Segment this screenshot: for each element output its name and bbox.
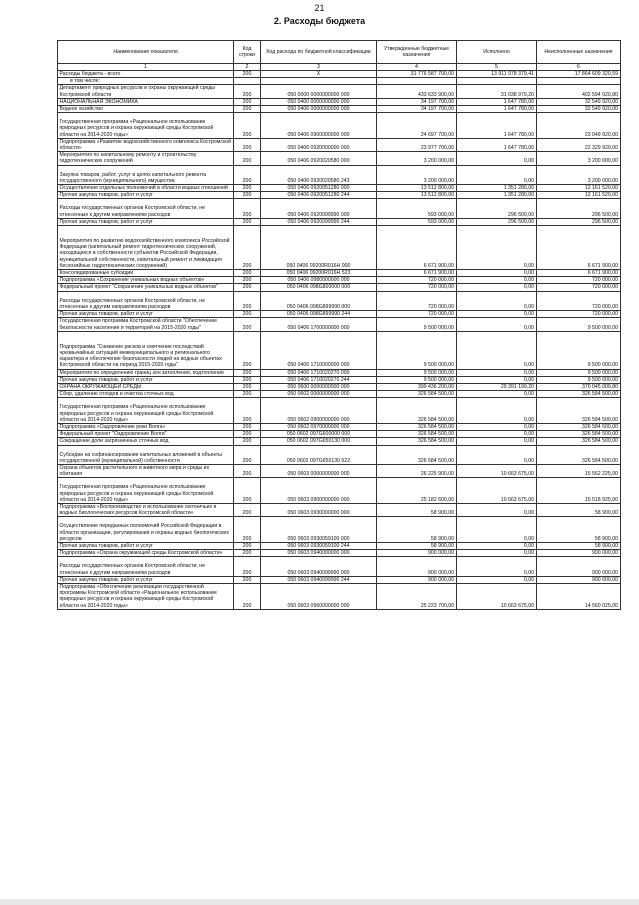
table-row bbox=[58, 550, 621, 557]
table-row bbox=[58, 71, 621, 78]
cell-approved: 23 977 700,00 bbox=[377, 138, 457, 151]
column-number: 2 bbox=[234, 64, 261, 71]
table-row bbox=[58, 85, 621, 98]
cell-name: Осуществление отдельных полномочий в области водных отношений bbox=[58, 185, 234, 192]
cell-budget-code: 050 0602 097G650130 522 bbox=[261, 445, 377, 464]
cell-unexecuted: 900 000,00 bbox=[537, 576, 621, 583]
cell-line-code: 200 bbox=[234, 438, 261, 445]
cell-name: Федеральный проект "Оздоровление Волги" bbox=[58, 431, 234, 438]
cell-line-code: 200 bbox=[234, 165, 261, 184]
cell-name: Подпрограмма «Охрана окружающей среды Костромской области» bbox=[58, 550, 234, 557]
cell-budget-code: 050 0406 0980000000 000 bbox=[261, 277, 377, 284]
table-row bbox=[58, 226, 621, 270]
cell-name: Государственная программа Костромской области "Обеспечение безопасности населения и территорий на 2015-2020 годы" bbox=[58, 318, 234, 331]
cell-executed: 0,00 bbox=[457, 391, 537, 398]
cell-budget-code: X bbox=[261, 71, 377, 78]
cell-name: Государственная программа «Рациональное использование природных ресурсов и охрана окружающей среды Костромской области на 2014-2020 годы» bbox=[58, 398, 234, 424]
cell-line-code: 200 bbox=[234, 398, 261, 424]
cell-executed: 296 500,00 bbox=[457, 218, 537, 225]
column-number-row bbox=[58, 64, 621, 71]
cell-name: Прочая закупка товаров, работ и услуг bbox=[58, 576, 234, 583]
cell-budget-code: 050 0603 0930000000 000 bbox=[261, 503, 377, 516]
cell-approved: 326 584 500,00 bbox=[377, 423, 457, 430]
cell-executed: 1 351 280,00 bbox=[457, 192, 537, 199]
cell-name: Государственная программа «Рациональное использование природных ресурсов и охрана окружающей среды Костромской области на 2014-2020 годы» bbox=[58, 478, 234, 504]
cell-approved: 433 633 900,00 bbox=[377, 85, 457, 98]
table-row bbox=[58, 464, 621, 477]
table-row bbox=[58, 369, 621, 376]
cell-approved: 593 000,00 bbox=[377, 218, 457, 225]
cell-budget-code: 050 0603 0940099990 000 bbox=[261, 557, 377, 576]
cell-unexecuted bbox=[537, 78, 621, 85]
column-number: 3 bbox=[261, 64, 377, 71]
cell-unexecuted: 9 500 000,00 bbox=[537, 369, 621, 376]
cell-budget-code: 050 0406 1700000000 000 bbox=[261, 318, 377, 331]
cell-unexecuted: 720 000,00 bbox=[537, 291, 621, 310]
cell-budget-code: 050 0406 09200R016H 523 bbox=[261, 270, 377, 277]
table-row bbox=[58, 557, 621, 576]
cell-name: Закупка товаров, работ, услуг в целях капитального ремонта государственного (муниципального) имущества bbox=[58, 165, 234, 184]
cell-budget-code: 050 0406 0920051280 244 bbox=[261, 192, 377, 199]
cell-name: Прочая закупка товаров, работ и услуг bbox=[58, 542, 234, 549]
cell-approved: 58 900,00 bbox=[377, 517, 457, 543]
table-row bbox=[58, 98, 621, 105]
cell-executed: 0,00 bbox=[457, 270, 537, 277]
cell-name: Водное хозяйство bbox=[58, 106, 234, 113]
cell-budget-code: 050 0406 0920020580 243 bbox=[261, 165, 377, 184]
cell-name: Расходы государственных органов Костромской области, не отнесенные к другим направлениям расходов bbox=[58, 291, 234, 310]
table-header-row bbox=[58, 41, 621, 64]
cell-line-code: 200 bbox=[234, 277, 261, 284]
cell-unexecuted: 12 161 520,00 bbox=[537, 192, 621, 199]
cell-line-code: 200 bbox=[234, 557, 261, 576]
cell-name: Прочая закупка товаров, работ и услуг bbox=[58, 218, 234, 225]
cell-budget-code: 050 0603 0940000000 000 bbox=[261, 550, 377, 557]
cell-line-code: 200 bbox=[234, 576, 261, 583]
cell-approved: 399 436 200,00 bbox=[377, 383, 457, 390]
cell-unexecuted: 326 584 500,00 bbox=[537, 431, 621, 438]
cell-executed: 0,00 bbox=[457, 331, 537, 369]
cell-approved: 720 000,00 bbox=[377, 291, 457, 310]
cell-unexecuted: 32 549 920,00 bbox=[537, 98, 621, 105]
cell-unexecuted: 720 000,00 bbox=[537, 284, 621, 291]
cell-name: Подпрограмма «Сохранение уникальных водных объектов» bbox=[58, 277, 234, 284]
cell-line-code: 200 bbox=[234, 199, 261, 218]
cell-approved: 31 776 587 700,00 bbox=[377, 71, 457, 78]
header-unexecuted: Неисполненные назначения bbox=[537, 41, 621, 64]
cell-line-code: 200 bbox=[234, 152, 261, 165]
cell-budget-code: 050 0400 0000000000 000 bbox=[261, 98, 377, 105]
expenses-table bbox=[57, 40, 621, 610]
cell-executed: 0,00 bbox=[457, 284, 537, 291]
cell-executed: 0,00 bbox=[457, 438, 537, 445]
cell-approved: 9 500 000,00 bbox=[377, 331, 457, 369]
cell-name: НАЦИОНАЛЬНАЯ ЭКОНОМИКА bbox=[58, 98, 234, 105]
cell-executed: 13 911 978 379,41 bbox=[457, 71, 537, 78]
table-row bbox=[58, 517, 621, 543]
table-row bbox=[58, 152, 621, 165]
cell-line-code: 200 bbox=[234, 503, 261, 516]
table-row bbox=[58, 284, 621, 291]
cell-approved: 13 512 800,00 bbox=[377, 192, 457, 199]
cell-executed: 0,00 bbox=[457, 311, 537, 318]
cell-approved: 6 671 900,00 bbox=[377, 270, 457, 277]
cell-name: Сбор, удаление отходов и очистка сточных вод bbox=[58, 391, 234, 398]
cell-approved: 9 500 000,00 bbox=[377, 376, 457, 383]
cell-name: Мероприятия по развитию водохозяйственного комплекса Российской Федерации (капитальный ремонт гидротехнических сооружений, находящихся в собственности субъектов Российской Федерации, муниципальной собственности, капитальный ремонт и ликвидация бесхозяйных гидротехнических сооружений) bbox=[58, 226, 234, 270]
cell-line-code: 200 bbox=[234, 517, 261, 543]
cell-unexecuted: 3 200 000,00 bbox=[537, 165, 621, 184]
cell-name: Подпрограмма «Оздоровление реки Волга» bbox=[58, 423, 234, 430]
cell-executed bbox=[457, 78, 537, 85]
cell-line-code: 200 bbox=[234, 192, 261, 199]
table-row bbox=[58, 383, 621, 390]
table-row bbox=[58, 331, 621, 369]
cell-name: Мероприятия по определению границ зон затопления, подтопления bbox=[58, 369, 234, 376]
cell-budget-code: 050 0603 0940099990 244 bbox=[261, 576, 377, 583]
table-row bbox=[58, 438, 621, 445]
cell-executed: 0,00 bbox=[457, 445, 537, 464]
table-row bbox=[58, 165, 621, 184]
cell-line-code: 200 bbox=[234, 383, 261, 390]
cell-line-code: 200 bbox=[234, 311, 261, 318]
cell-approved: 326 584 500,00 bbox=[377, 391, 457, 398]
table-row bbox=[58, 318, 621, 331]
table-row bbox=[58, 503, 621, 516]
cell-approved: 326 584 500,00 bbox=[377, 398, 457, 424]
cell-approved: 720 000,00 bbox=[377, 284, 457, 291]
cell-executed: 1 647 780,00 bbox=[457, 113, 537, 139]
cell-budget-code: 050 0600 0000000000 000 bbox=[261, 383, 377, 390]
cell-budget-code: 050 0603 0000000000 000 bbox=[261, 464, 377, 477]
table-row bbox=[58, 431, 621, 438]
table-row bbox=[58, 185, 621, 192]
cell-name: Федеральный проект "Сохранение уникальных водных объектов" bbox=[58, 284, 234, 291]
cell-executed: 0,00 bbox=[457, 318, 537, 331]
cell-executed: 10 663 675,00 bbox=[457, 464, 537, 477]
cell-line-code: 200 bbox=[234, 550, 261, 557]
cell-unexecuted: 370 045 000,80 bbox=[537, 383, 621, 390]
cell-approved: 900 000,00 bbox=[377, 576, 457, 583]
cell-unexecuted: 720 000,00 bbox=[537, 277, 621, 284]
cell-line-code: 200 bbox=[234, 542, 261, 549]
header-executed: Исполнено bbox=[457, 41, 537, 64]
cell-approved: 720 000,00 bbox=[377, 311, 457, 318]
cell-approved: 34 197 700,00 bbox=[377, 106, 457, 113]
cell-unexecuted: 9 500 000,00 bbox=[537, 318, 621, 331]
cell-budget-code: 050 0406 1710020270 000 bbox=[261, 369, 377, 376]
cell-line-code: 200 bbox=[234, 445, 261, 464]
cell-line-code: 200 bbox=[234, 464, 261, 477]
cell-line-code: 200 bbox=[234, 106, 261, 113]
cell-unexecuted: 9 500 000,00 bbox=[537, 376, 621, 383]
cell-executed: 0,00 bbox=[457, 165, 537, 184]
cell-approved: 25 223 700,00 bbox=[377, 584, 457, 610]
cell-budget-code: 050 0406 0920020580 000 bbox=[261, 152, 377, 165]
table-row bbox=[58, 78, 621, 85]
header-name: Наименование показателя bbox=[58, 41, 234, 64]
column-number: 4 bbox=[377, 64, 457, 71]
cell-line-code: 200 bbox=[234, 270, 261, 277]
cell-unexecuted: 900 000,00 bbox=[537, 557, 621, 576]
cell-executed: 0,00 bbox=[457, 291, 537, 310]
cell-budget-code: 050 0406 0920000000 000 bbox=[261, 138, 377, 151]
cell-budget-code: 050 0603 0960000000 000 bbox=[261, 584, 377, 610]
cell-approved: 6 671 900,00 bbox=[377, 226, 457, 270]
cell-executed: 29 391 199,20 bbox=[457, 383, 537, 390]
cell-unexecuted: 23 049 920,00 bbox=[537, 113, 621, 139]
cell-budget-code: 050 0406 098G800000 000 bbox=[261, 284, 377, 291]
cell-unexecuted: 9 500 000,00 bbox=[537, 331, 621, 369]
cell-approved: 9 500 000,00 bbox=[377, 318, 457, 331]
cell-executed: 0,00 bbox=[457, 431, 537, 438]
cell-budget-code: 050 0602 097G600000 000 bbox=[261, 431, 377, 438]
cell-budget-code: 050 0406 0920099990 000 bbox=[261, 199, 377, 218]
table-row bbox=[58, 113, 621, 139]
cell-budget-code: 050 0603 0900000000 000 bbox=[261, 478, 377, 504]
scan-edge bbox=[0, 899, 639, 905]
column-number: 1 bbox=[58, 64, 234, 71]
cell-line-code: 200 bbox=[234, 369, 261, 376]
cell-budget-code bbox=[261, 78, 377, 85]
cell-name: Прочая закупка товаров, работ и услуг bbox=[58, 311, 234, 318]
cell-unexecuted: 326 584 500,00 bbox=[537, 438, 621, 445]
cell-executed: 296 500,00 bbox=[457, 199, 537, 218]
table-row bbox=[58, 270, 621, 277]
cell-line-code: 200 bbox=[234, 331, 261, 369]
cell-executed: 1 647 780,00 bbox=[457, 106, 537, 113]
cell-unexecuted: 296 500,00 bbox=[537, 218, 621, 225]
cell-line-code: 200 bbox=[234, 431, 261, 438]
cell-executed: 31 038 979,20 bbox=[457, 85, 537, 98]
cell-unexecuted: 326 584 500,00 bbox=[537, 445, 621, 464]
cell-executed: 0,00 bbox=[457, 152, 537, 165]
table-row bbox=[58, 445, 621, 464]
header-budget-code: Код расхода по бюджетной классификации bbox=[261, 41, 377, 64]
cell-line-code: 200 bbox=[234, 185, 261, 192]
cell-executed: 0,00 bbox=[457, 576, 537, 583]
cell-executed: 0,00 bbox=[457, 503, 537, 516]
table-row bbox=[58, 199, 621, 218]
cell-name: Охрана объектов растительного и животного мира и среды их обитания bbox=[58, 464, 234, 477]
cell-line-code: 200 bbox=[234, 584, 261, 610]
table-row bbox=[58, 542, 621, 549]
cell-approved: 3 200 000,00 bbox=[377, 152, 457, 165]
cell-executed: 0,00 bbox=[457, 376, 537, 383]
cell-unexecuted: 402 594 920,80 bbox=[537, 85, 621, 98]
cell-unexecuted: 58 900,00 bbox=[537, 542, 621, 549]
cell-approved: 58 900,00 bbox=[377, 542, 457, 549]
cell-approved: 3 200 000,00 bbox=[377, 165, 457, 184]
cell-name: Государственная программа «Рациональное использование природных ресурсов и охрана окружающей среды Костромской области на 2014-2020 годы» bbox=[58, 113, 234, 139]
table-row bbox=[58, 291, 621, 310]
cell-budget-code: 050 0603 0930059100 244 bbox=[261, 542, 377, 549]
cell-executed: 1 647 780,00 bbox=[457, 138, 537, 151]
cell-approved: 13 512 800,00 bbox=[377, 185, 457, 192]
cell-name: Прочая закупка товаров, работ и услуг bbox=[58, 192, 234, 199]
cell-line-code: 200 bbox=[234, 138, 261, 151]
cell-name: Подпрограмма «Воспроизводство и использование охотничьих и водных биологических ресурсов Костромской области» bbox=[58, 503, 234, 516]
cell-executed: 0,00 bbox=[457, 542, 537, 549]
cell-budget-code: 050 0406 0000000000 000 bbox=[261, 106, 377, 113]
cell-name: Консолидированные субсидии bbox=[58, 270, 234, 277]
cell-line-code: 200 bbox=[234, 226, 261, 270]
table-row bbox=[58, 478, 621, 504]
cell-approved: 326 584 500,00 bbox=[377, 438, 457, 445]
cell-name: Осуществление переданных полномочий Российской Федерации в области организации, регулирования и охраны водных биологических ресурсов bbox=[58, 517, 234, 543]
cell-unexecuted: 58 900,00 bbox=[537, 503, 621, 516]
cell-executed: 0,00 bbox=[457, 423, 537, 430]
cell-unexecuted: 17 864 609 320,59 bbox=[537, 71, 621, 78]
cell-approved: 593 000,00 bbox=[377, 199, 457, 218]
table-row bbox=[58, 106, 621, 113]
cell-budget-code: 050 0602 0970000000 000 bbox=[261, 423, 377, 430]
cell-line-code: 200 bbox=[234, 423, 261, 430]
cell-executed: 0,00 bbox=[457, 557, 537, 576]
table-row bbox=[58, 398, 621, 424]
cell-line-code: 200 bbox=[234, 284, 261, 291]
cell-line-code: 200 bbox=[234, 391, 261, 398]
section-title: 2. Расходы бюджета bbox=[273, 16, 366, 26]
cell-name: Субсидии на софинансирование капитальных вложений в объекты государственной (муниципальной) собственности bbox=[58, 445, 234, 464]
cell-executed: 1 647 780,00 bbox=[457, 98, 537, 105]
cell-line-code: 200 bbox=[234, 98, 261, 105]
cell-executed: 0,00 bbox=[457, 517, 537, 543]
cell-name: Мероприятия по капитальному ремонту и строительству гидротехнических сооружений bbox=[58, 152, 234, 165]
cell-line-code: 200 bbox=[234, 218, 261, 225]
cell-approved: 900 000,00 bbox=[377, 557, 457, 576]
cell-unexecuted: 326 584 500,00 bbox=[537, 391, 621, 398]
cell-approved: 25 182 600,00 bbox=[377, 478, 457, 504]
table-row bbox=[58, 423, 621, 430]
cell-name: Сокращение доли загрязненных сточных вод bbox=[58, 438, 234, 445]
cell-name: в том числе: bbox=[58, 78, 234, 85]
cell-executed: 1 351 280,00 bbox=[457, 185, 537, 192]
cell-unexecuted: 32 549 920,00 bbox=[537, 106, 621, 113]
cell-unexecuted: 3 200 000,00 bbox=[537, 152, 621, 165]
table-row bbox=[58, 584, 621, 610]
column-number: 6 bbox=[537, 64, 621, 71]
cell-budget-code: 050 0406 098G899990 244 bbox=[261, 311, 377, 318]
cell-approved: 326 584 500,00 bbox=[377, 445, 457, 464]
cell-name: Расходы государственных органов Костромской области, не отнесенные к другим направлениям расходов bbox=[58, 199, 234, 218]
cell-approved: 326 584 500,00 bbox=[377, 431, 457, 438]
cell-name: Департамент природных ресурсов и охраны окружающей среды Костромской области bbox=[58, 85, 234, 98]
page-number: 21 bbox=[314, 3, 325, 13]
cell-unexecuted: 14 560 025,00 bbox=[537, 584, 621, 610]
cell-unexecuted: 15 562 225,00 bbox=[537, 464, 621, 477]
cell-unexecuted: 12 161 520,00 bbox=[537, 185, 621, 192]
cell-unexecuted: 720 000,00 bbox=[537, 311, 621, 318]
cell-unexecuted: 6 671 900,00 bbox=[537, 270, 621, 277]
table-row bbox=[58, 391, 621, 398]
table-row bbox=[58, 311, 621, 318]
cell-executed: 10 663 675,00 bbox=[457, 478, 537, 504]
cell-executed: 0,00 bbox=[457, 277, 537, 284]
cell-line-code bbox=[234, 78, 261, 85]
cell-name: Подпрограмма «Развитие водохозяйственного комплекса Костромской области» bbox=[58, 138, 234, 151]
cell-unexecuted: 6 671 900,00 bbox=[537, 226, 621, 270]
cell-approved: 24 697 700,00 bbox=[377, 113, 457, 139]
cell-executed: 10 663 675,00 bbox=[457, 584, 537, 610]
cell-budget-code: 050 0406 0900000000 000 bbox=[261, 113, 377, 139]
cell-line-code: 200 bbox=[234, 478, 261, 504]
cell-budget-code: 050 0000 0000000000 000 bbox=[261, 85, 377, 98]
cell-unexecuted: 22 329 920,00 bbox=[537, 138, 621, 151]
cell-name: Прочая закупка товаров, работ и услуг bbox=[58, 376, 234, 383]
cell-approved: 26 225 900,00 bbox=[377, 464, 457, 477]
table-row bbox=[58, 138, 621, 151]
cell-name: Расходы государственных органов Костромской области, не отнесенные к другим направлениям расходов bbox=[58, 557, 234, 576]
cell-unexecuted: 15 518 925,00 bbox=[537, 478, 621, 504]
cell-budget-code: 050 0602 097G650130 000 bbox=[261, 438, 377, 445]
cell-line-code: 200 bbox=[234, 376, 261, 383]
header-line-code: Код строки bbox=[234, 41, 261, 64]
cell-name: Расходы бюджета - всего bbox=[58, 71, 234, 78]
cell-budget-code: 050 0406 0920099990 244 bbox=[261, 218, 377, 225]
table-row bbox=[58, 277, 621, 284]
table-body bbox=[58, 71, 621, 610]
cell-budget-code: 050 0603 0930059100 000 bbox=[261, 517, 377, 543]
cell-approved: 900 000,00 bbox=[377, 550, 457, 557]
cell-executed: 0,00 bbox=[457, 226, 537, 270]
cell-approved: 34 197 700,00 bbox=[377, 98, 457, 105]
cell-approved: 720 000,00 bbox=[377, 277, 457, 284]
cell-budget-code: 050 0406 1710020270 244 bbox=[261, 376, 377, 383]
cell-budget-code: 050 0406 098G899990 000 bbox=[261, 291, 377, 310]
cell-budget-code: 050 0602 0900000000 000 bbox=[261, 398, 377, 424]
cell-line-code: 200 bbox=[234, 113, 261, 139]
table-row bbox=[58, 576, 621, 583]
cell-approved: 9 500 000,00 bbox=[377, 369, 457, 376]
cell-budget-code: 050 0406 09200R016H 000 bbox=[261, 226, 377, 270]
cell-name: ОХРАНА ОКРУЖАЮЩЕЙ СРЕДЫ bbox=[58, 383, 234, 390]
cell-line-code: 200 bbox=[234, 85, 261, 98]
cell-unexecuted: 326 584 500,00 bbox=[537, 398, 621, 424]
cell-line-code: 200 bbox=[234, 71, 261, 78]
cell-executed: 0,00 bbox=[457, 398, 537, 424]
table-row bbox=[58, 192, 621, 199]
cell-name: Подпрограмма «Обеспечение реализации государственной программы Костромской области «Рациональное использование природных ресурсов и охрана окружающей среды Костромской области на 2014-2020 годы» bbox=[58, 584, 234, 610]
table-row bbox=[58, 218, 621, 225]
cell-approved: 58 900,00 bbox=[377, 503, 457, 516]
column-number: 5 bbox=[457, 64, 537, 71]
cell-executed: 0,00 bbox=[457, 550, 537, 557]
cell-executed: 0,00 bbox=[457, 369, 537, 376]
cell-line-code: 200 bbox=[234, 318, 261, 331]
cell-unexecuted: 58 900,00 bbox=[537, 517, 621, 543]
cell-unexecuted: 296 500,00 bbox=[537, 199, 621, 218]
table-row bbox=[58, 376, 621, 383]
cell-budget-code: 050 0406 0920051280 000 bbox=[261, 185, 377, 192]
cell-budget-code: 050 0406 1710000000 000 bbox=[261, 331, 377, 369]
cell-budget-code: 050 0602 0000000000 000 bbox=[261, 391, 377, 398]
cell-approved bbox=[377, 78, 457, 85]
cell-name: Подпрограмма "Снижение рисков и смягчение последствий чрезвычайных ситуаций межмуниципального и регионального характера и обеспечение безопасности людей на водных объектах Костромской области на период 2015-2020 годы" bbox=[58, 331, 234, 369]
header-approved: Утвержденные бюджетные назначения bbox=[377, 41, 457, 64]
cell-unexecuted: 900 000,00 bbox=[537, 550, 621, 557]
cell-unexecuted: 326 584 500,00 bbox=[537, 423, 621, 430]
cell-line-code: 200 bbox=[234, 291, 261, 310]
